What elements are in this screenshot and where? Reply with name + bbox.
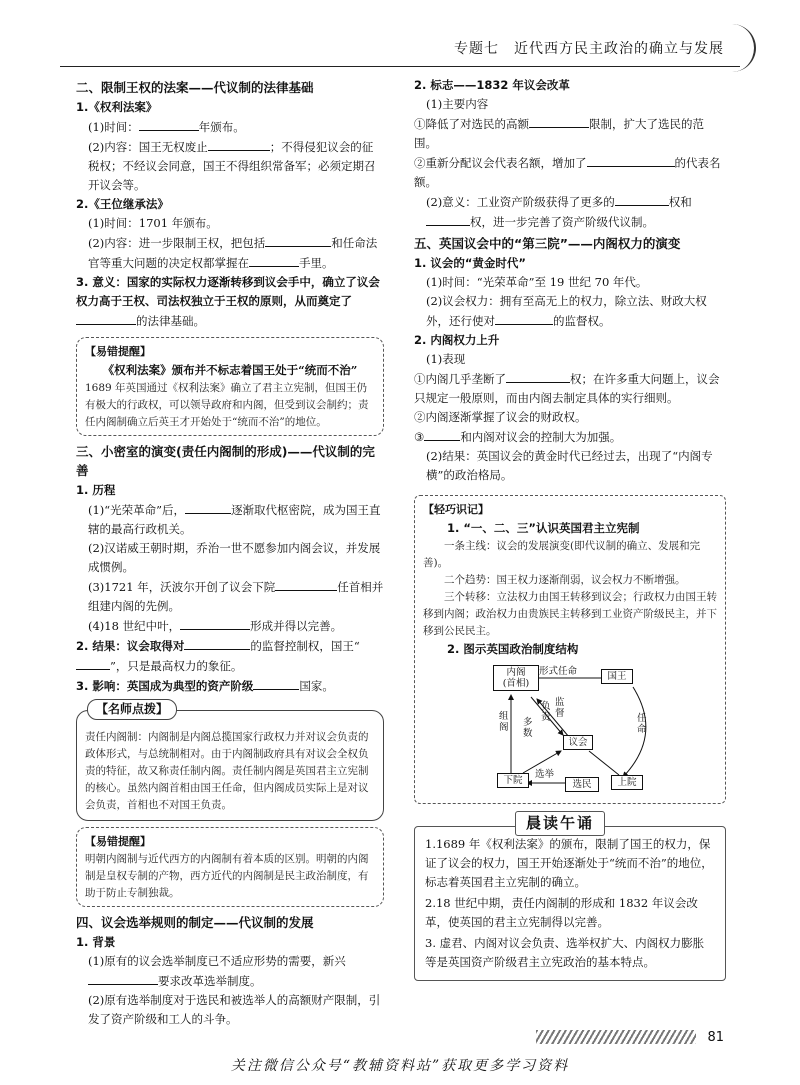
succ-content: (2)内容：进一步限制王权，把包括 和任命法官等重大问题的决定权都掌握在 手里。: [76, 233, 384, 273]
blank: [615, 192, 669, 206]
blank: [587, 153, 675, 167]
cabinet-rise-title: 2. 内阁权力上升: [414, 333, 500, 347]
majority-label: 多数: [523, 717, 533, 739]
teacher-tips-text: 责任内阁制：内阁制是内阁总揽国家行政权力并对议会负责的政体形式，与总统制相对。由于内阁制政府具有对议会全权负责的特征，故又称责任制内阁。责任制内阁是英国君主立宪制的核心。虽然内阁首相由国王任命，但内阁成员实际上是对议会负责，首相也不对国王负责。: [85, 731, 369, 811]
blank: [184, 636, 250, 650]
reading-1: 1.1689 年《权利法案》的颁布，限制了国王的权力，保证了议会的权力，国王开始逐渐处于“统而不治”的地位，标志着英国君主立宪制的确立。: [425, 837, 713, 889]
blank: [139, 117, 199, 131]
significance: 3. 意义：国家的实际权力逐渐转移到议会手中，确立了议会权力高于王权、司法权独立于王权的原则，从而奠定了的法律基础。: [76, 275, 380, 328]
bor-content: (2)内容：国王无权废止 ；不得侵犯议会的征税权；不经议会同意，国王不得组织常备军；必须定期召开议会等。: [76, 137, 384, 195]
page-header: 专题七 近代西方民主政治的确立与发展: [454, 41, 724, 57]
result: 2. 结果：议会取得对 的监督控制权，国王“”，只是最高权力的象征。: [76, 636, 384, 676]
performance-2: ②内阁逐渐掌握了议会的财政权。: [414, 410, 587, 424]
section-3-title: 三、小密室的演变(责任内阁制的形成)——代议制的完善: [76, 444, 375, 478]
blank: [265, 233, 331, 247]
blank: [180, 616, 250, 630]
blank: [506, 369, 570, 383]
blank: [208, 137, 270, 151]
background-title: 1. 背景: [76, 935, 116, 949]
bor-time: (1)时间： 年颁布。: [76, 117, 384, 137]
history-4: (4)18 世纪中叶， 形成并得以完善。: [76, 616, 384, 636]
performance-title: (1)表现: [426, 352, 466, 366]
tips-2: 二个趋势：国王权力逐渐削弱，议会权力不断增强。: [444, 574, 686, 586]
upper-house-node: 上院: [611, 775, 643, 790]
history-3: (3)1721 年，沃波尔开创了议会下院 任首相并组建内阁的先例。: [76, 577, 384, 616]
history-title: 1. 历程: [76, 483, 116, 497]
responsible-label: 负责: [541, 701, 551, 723]
performance-1: ①内阁几乎垄断了 权；在许多重大问题上，议会只规定一般原则，而由内阁去制定具体的实行细则。: [414, 369, 726, 408]
tips-1: 一条主线：议会的发展演变(即代议制的确立、发展和完善)。: [423, 540, 701, 569]
right-column: [414, 76, 726, 981]
blank: [88, 971, 158, 985]
history-1: (1)“光荣革命”后， 逐渐取代枢密院，成为国王直辖的最高行政机关。: [76, 500, 384, 539]
blank: [76, 656, 110, 670]
page-number: 81: [707, 1030, 724, 1045]
performance-3: ③ 和内阁对议会的控制大为加强。: [414, 427, 726, 447]
formal-appoint-label: 形式任命: [539, 666, 578, 677]
left-column: [76, 76, 384, 1029]
act-of-settlement-title: 2.《王位继承法》: [76, 197, 169, 211]
golden-2: (2)议会权力：拥有至高无上的权力，除立法、财政大权外，还行使对 的监督权。: [426, 294, 707, 328]
header-decoration: [732, 24, 756, 72]
error-reminder-box-2: [76, 827, 384, 907]
page-number-decoration: [536, 1030, 696, 1044]
diagram-title: 2. 图示英国政治制度结构: [447, 642, 579, 656]
reading-3: 3. 虚君、内阁对议会负责、选举权扩大、内阁权力膨胀等是英国资产阶级君主立宪政治的基本特点。: [425, 936, 705, 969]
cabinet-node: 内阁 (首相): [493, 665, 539, 691]
morning-reading-box: [414, 814, 726, 981]
tips-3: 三个转移：立法权力由国王转移到议会；行政权力由国王转移到内阁；政治权力由贵族民主转移到工业资产阶级民主，并下移到公民民主。: [423, 591, 717, 637]
section-5-title: 五、英国议会中的“第三院”——内阁权力的演变: [414, 236, 681, 251]
appoint-label: 任命: [637, 713, 647, 735]
footer-notice: 关注微信公众号“教辅资料站”获取更多学习资料: [230, 1058, 570, 1074]
teacher-tips-box: [76, 702, 384, 821]
blank: [495, 311, 553, 325]
content-1: ①降低了对选民的高额 限制，扩大了选民的范围。: [414, 114, 726, 153]
bill-of-rights-title: 1.《权利法案》: [76, 100, 158, 114]
blank: [529, 114, 589, 128]
politics-diagram: [493, 665, 653, 795]
blank: [275, 577, 337, 591]
section-4-title: 四、议会选举规则的制定——代议制的发展: [76, 915, 314, 930]
header-rule: [60, 66, 740, 67]
rise-result: (2)结果：英国议会的黄金时代已经过去，出现了“内阁专横”的政治格局。: [426, 449, 713, 482]
voters-node: 选民: [565, 777, 599, 792]
error-reminder-box: [76, 337, 384, 436]
mark-title: 2. 标志——1832 年议会改革: [414, 78, 570, 92]
morning-reading-title: 晨读午诵: [515, 811, 605, 836]
succ-time: (1)时间：1701 年颁布。: [88, 216, 218, 230]
box-title: 《权利法案》颁布并不标志着国王处于“统而不治”: [102, 363, 358, 377]
elect-label: 选举: [535, 769, 555, 780]
content-title: (1)主要内容: [426, 97, 489, 111]
content-2: ②重新分配议会代表名额，增加了 的代表名额。: [414, 153, 726, 192]
blank: [76, 311, 136, 325]
golden-age-title: 1. 议会的“黄金时代”: [414, 256, 526, 270]
box-tag: 【易错提醒】: [85, 835, 151, 848]
lower-house-node: 下院: [497, 773, 529, 788]
background-1: (1)原有的议会选举制度已不适应形势的需要，新兴要求改革选举制度。: [88, 954, 346, 988]
content-3: (2)意义：工业资产阶级获得了更多的 权和权，进一步完善了资产阶级代议制。: [414, 192, 726, 232]
blank: [253, 676, 299, 690]
blank: [185, 500, 231, 514]
box-text: 1689 年英国通过《权利法案》确立了君主立宪制，但国王仍有极大的行政权，可以领导政府和内阁，但受到议会制约；责任内阁制确立后英王才开始处于“统而不治”的地位。: [85, 382, 369, 428]
blank: [424, 427, 460, 441]
tips-title: 1. “一、二、三”认识英国君主立宪制: [447, 521, 640, 535]
box-tag: 【轻巧识记】: [423, 503, 489, 516]
supervise-label: 监督: [555, 697, 565, 719]
blank: [249, 253, 299, 267]
teacher-tips-tag: 【名师点拨】: [87, 699, 177, 720]
memory-tips-box: [414, 495, 726, 804]
king-node: 国王: [601, 669, 633, 684]
background-2: (2)原有选举制度对于选民和被选举人的高额财产限制，引发了资产阶级和工人的斗争。: [88, 993, 381, 1026]
parliament-node: 议会: [563, 735, 593, 750]
section-2-title: 二、限制王权的法案——代议制的法律基础: [76, 80, 314, 95]
influence: 3. 影响：英国成为典型的资产阶级 国家。: [76, 676, 384, 696]
reading-2: 2.18 世纪中期，责任内阁制的形成和 1832 年议会改革，使英国的君主立宪制得以完善。: [425, 896, 698, 929]
blank: [426, 212, 470, 226]
box-text: 明朝内阁制与近代西方的内阁制有着本质的区别。明朝的内阁制是皇权专制的产物，西方近代的内阁制是民主政治制度，有助于防止专制独裁。: [85, 853, 369, 899]
golden-1: (1)时间：“光荣革命”至 19 世纪 70 年代。: [426, 275, 648, 289]
history-2: (2)汉诺威王朝时期，乔治一世不愿参加内阁会议，并发展成惯例。: [88, 541, 381, 574]
organize-label: 组阁: [499, 711, 509, 733]
box-tag: 【易错提醒】: [85, 345, 151, 358]
